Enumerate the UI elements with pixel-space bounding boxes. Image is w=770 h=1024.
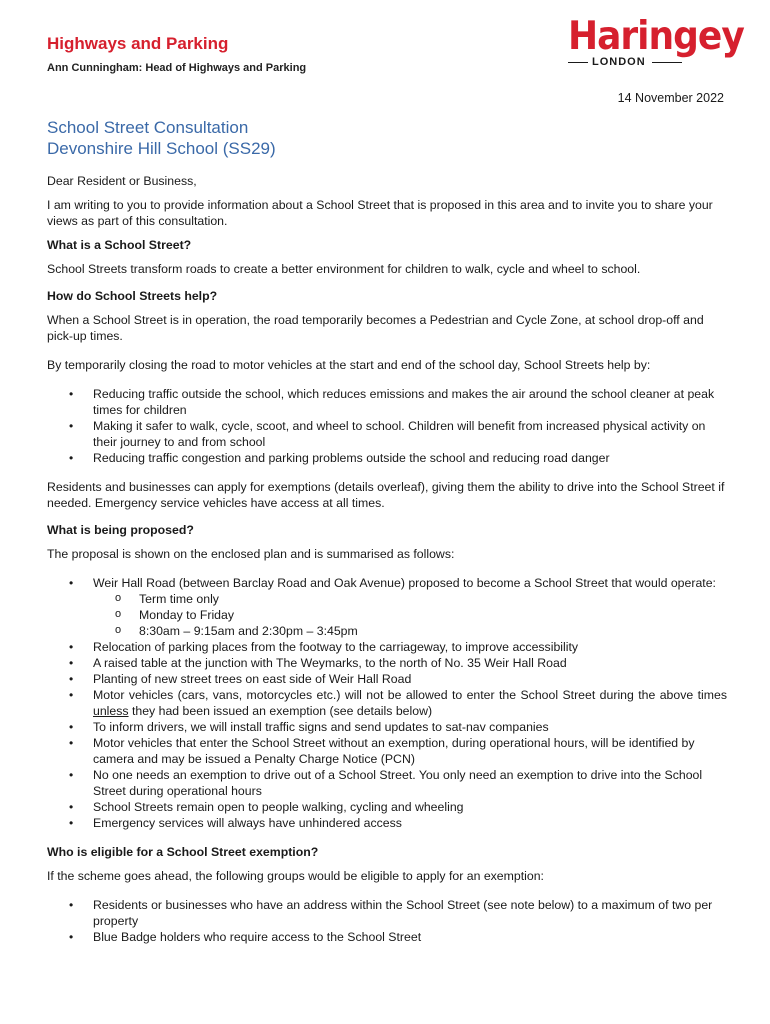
exemptions-paragraph: Residents and businesses can apply for exemptions (details overleaf), giving them the ability to drive into the School Street if needed. Emergency service vehicles have access at all times. <box>47 480 725 510</box>
greeting: Dear Resident or Business, <box>47 174 197 188</box>
title-line-1: School Street Consultation <box>47 118 249 137</box>
list-item <box>47 687 727 719</box>
motor-text-pre: Motor vehicles (cars, vans, motorcycles etc.) will not be allowed to enter the School Street during the above times <box>93 688 727 702</box>
intro-paragraph: I am writing to you to provide information about a School Street that is proposed in this area and to invite you to share your views as part of this consultation. <box>47 198 713 228</box>
logo-city: LONDON <box>592 56 646 68</box>
list-item: • A raised table at the junction with The Weymarks, to the north of No. 35 Weir Hall Road <box>47 655 727 671</box>
heading-eligible: Who is eligible for a School Street exemption? <box>47 845 319 859</box>
answer-what-is: School Streets transform roads to create a better environment for children to walk, cycle and wheel to school. <box>47 262 641 276</box>
eligible-list <box>47 897 727 945</box>
list-item: • Residents or businesses who have an address within the School Street (see note below) to a maximum of two per property <box>47 897 727 929</box>
operating-times-list <box>93 591 727 639</box>
unless-text: unless <box>93 704 129 718</box>
list-item: • Planting of new street trees on east side of Weir Hall Road <box>47 671 727 687</box>
sub-list-item: o 8:30am – 9:15am and 2:30pm – 3:45pm <box>93 623 727 639</box>
motor-text-post: they had been issued an exemption (see details below) <box>128 704 433 718</box>
list-item: • To inform drivers, we will install traffic signs and send updates to sat-nav companies <box>47 719 727 735</box>
heading-how-help: How do School Streets help? <box>47 289 218 303</box>
answer-eligible: If the scheme goes ahead, the following groups would be eligible to apply for an exemption: <box>47 869 544 883</box>
heading-what-is: What is a School Street? <box>47 238 192 252</box>
author-line: Ann Cunningham: Head of Highways and Parking <box>47 62 307 74</box>
list-item: • Blue Badge holders who require access to the School Street <box>47 929 727 945</box>
sub-list-item: o Term time only <box>93 591 727 607</box>
haringey-logo <box>568 14 744 72</box>
sub-list-item: o Monday to Friday <box>93 607 727 623</box>
list-item: • Emergency services will always have unhindered access <box>47 815 727 831</box>
title-line-2: Devonshire Hill School (SS29) <box>47 139 276 158</box>
list-item: • Motor vehicles that enter the School Street without an exemption, during operational hours, will be identified by camera and may be issued a Penalty Charge Notice (PCN) <box>47 735 727 767</box>
list-item: • Relocation of parking places from the footway to the carriageway, to improve accessibility <box>47 639 727 655</box>
list-item: • Reducing traffic outside the school, which reduces emissions and makes the air around the school cleaner at peak times for children <box>47 386 727 418</box>
help-intro: By temporarily closing the road to motor vehicles at the start and end of the school day, School Streets help by: <box>47 358 651 372</box>
list-item: • Reducing traffic congestion and parking problems outside the school and reducing road danger <box>47 450 727 466</box>
heading-proposed: What is being proposed? <box>47 523 194 537</box>
help-list <box>47 386 727 466</box>
logo-wordmark: Haringey <box>568 14 744 60</box>
letter-body <box>47 173 727 945</box>
list-item: • School Streets remain open to people walking, cycling and wheeling <box>47 799 727 815</box>
proposal-first-text: Weir Hall Road (between Barclay Road and Oak Avenue) proposed to become a School Street that would operate: <box>93 576 716 590</box>
answer-how-help: When a School Street is in operation, the road temporarily becomes a Pedestrian and Cycle Zone, at school drop-off and pick-up times. <box>47 313 704 343</box>
list-item <box>47 575 727 639</box>
department-heading: Highways and Parking <box>47 34 229 53</box>
list-item: • Making it safer to walk, cycle, scoot, and wheel to school. Children will benefit from increased physical activity on their journey to and from school <box>47 418 727 450</box>
list-item: • No one needs an exemption to drive out of a School Street. You only need an exemption to drive into the School Street during operational hours <box>47 767 727 799</box>
letter-date: 14 November 2022 <box>617 91 724 105</box>
answer-proposed: The proposal is shown on the enclosed plan and is summarised as follows: <box>47 547 455 561</box>
letter-title <box>47 117 276 159</box>
proposal-list <box>47 575 727 831</box>
